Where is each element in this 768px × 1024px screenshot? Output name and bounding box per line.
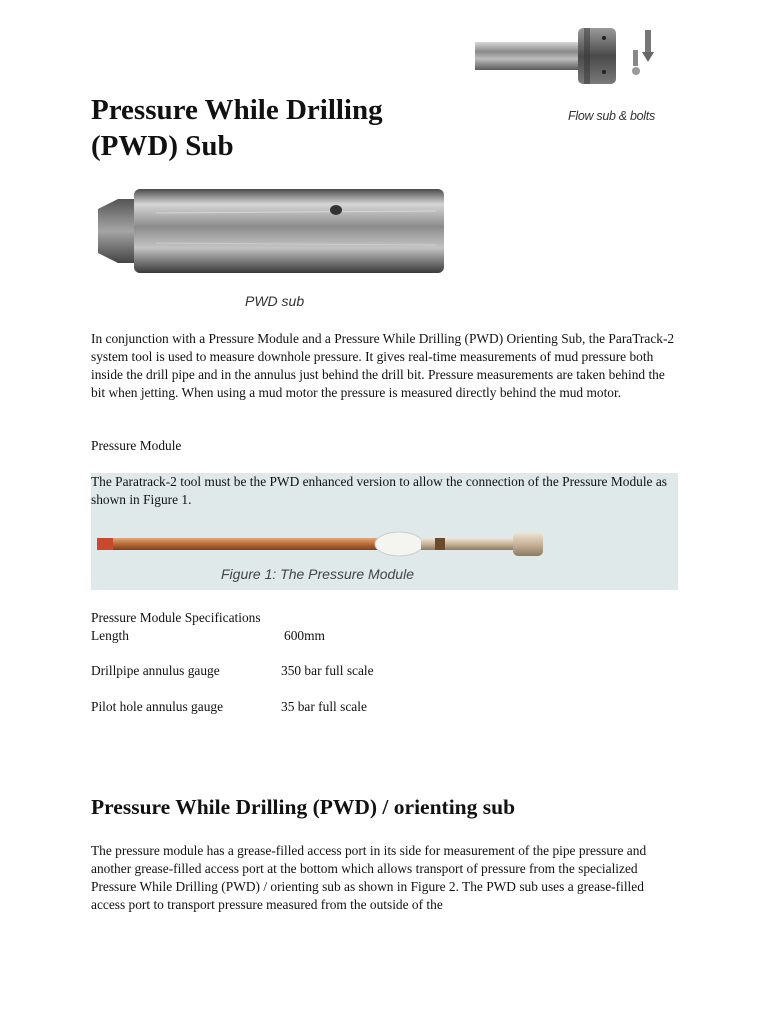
spec-value: 35 bar full scale bbox=[281, 699, 367, 714]
pressure-module-image bbox=[95, 528, 551, 560]
spec-row-drillpipe bbox=[91, 662, 511, 680]
page-title-line2: (PWD) Sub bbox=[91, 130, 234, 162]
page-title bbox=[91, 92, 451, 164]
pwd-sub-caption: PWD sub bbox=[245, 293, 305, 309]
spec-label: Pilot hole annulus gauge bbox=[91, 699, 224, 714]
flow-sub-image bbox=[470, 22, 660, 90]
figure-1-caption: Figure 1: The Pressure Module bbox=[221, 566, 414, 582]
figure-1-panel bbox=[91, 473, 678, 590]
spec-row-pilot-hole bbox=[91, 698, 511, 716]
pwd-version-note: The Paratrack-2 tool must be the PWD enhanced version to allow the connection of the Pressure Module as shown in Figure 1. bbox=[91, 474, 668, 507]
specifications-heading: Pressure Module Specifications bbox=[91, 610, 261, 625]
intro-paragraph: In conjunction with a Pressure Module and a Pressure While Drilling (PWD) Orienting Sub, the ParaTrack-2 system tool is used to measure downhole pressure. It gives real-time measurements of mud pressure both inside the drill pipe and in the annulus just behind the drill bit. Pressure measurements are taken behind the bit when jetting. When using a mud motor the pressure is measured directly behind the mud motor. bbox=[91, 331, 675, 400]
section-heading-pwd-orienting-sub: Pressure While Drilling (PWD) / orienting sub bbox=[91, 795, 516, 819]
flow-sub-caption: Flow sub & bolts bbox=[568, 109, 655, 123]
page-title-line1: Pressure While Drilling bbox=[91, 94, 383, 126]
spec-value: 600mm bbox=[284, 628, 325, 643]
spec-value: 350 bar full scale bbox=[281, 663, 374, 678]
spec-label: Length bbox=[91, 628, 129, 643]
spec-label: Drillpipe annulus gauge bbox=[91, 663, 220, 678]
pressure-module-heading: Pressure Module bbox=[91, 438, 182, 453]
pwd-sub-image bbox=[96, 183, 446, 275]
section2-paragraph: The pressure module has a grease-filled access port in its side for measurement of the pipe pressure and another grease-filled access port at the bottom which allows transport of pressure from the specialized Pressure While Drilling (PWD) / orienting sub as shown in Figure 2. The PWD sub uses a grease-filled access port to transport pressure measured from the outside of the bbox=[91, 843, 647, 912]
spec-row-length bbox=[91, 627, 511, 645]
